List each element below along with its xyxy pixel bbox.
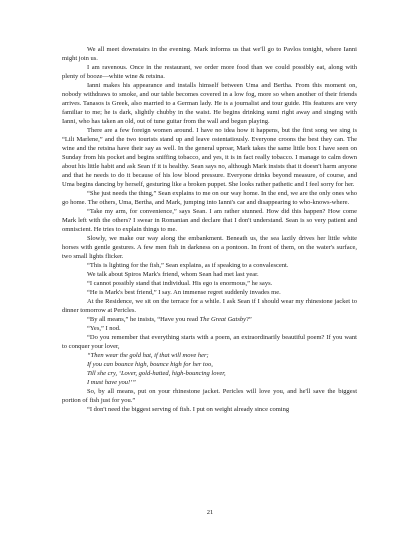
- paragraph-text: Ianni makes his appearance and installs himself between Uma and Bertha. From this moment on, nobody withdraws to smoke, and our table becomes covered in a low fog, more so when another of their friends arrives. Tanasos is Greek, also married to a German lady. He is a journalist and tour guide. His features are very familiar to me; he is dark, slightly chubby in the waist. He begins drinking sumi right away and singing with Ianni, who has taken an old, out of tune guitar from the wall and begun playing.: [62, 82, 357, 125]
- page-number: 21: [206, 509, 214, 516]
- paragraph-text: “I cannot possibly stand that individual. His ego is enormous,” he says.: [87, 280, 273, 287]
- paragraph-text: “He is Mark's best friend,” I say. An immense regret suddenly invades me.: [87, 289, 281, 296]
- paragraph-text: “This is lighting for the fish,” Sean explains, as if speaking to a convalescent.: [87, 262, 289, 269]
- paragraph: [62, 261, 357, 270]
- paragraph: [62, 45, 357, 63]
- paragraph-text: At the Residence, we sit on the terrace for a while. I ask Sean if I should wear my rhinestone jacket to dinner tomorrow at Pericles.: [62, 298, 357, 314]
- paragraph: [62, 324, 357, 333]
- paragraph-text: “By all means,” he insists, “Have you read: [87, 316, 200, 323]
- paragraph: [62, 207, 357, 234]
- paragraph-text: “She just needs the thing,” Sean explains to me on our way home. In the end, we are the only ones who go home. The others, Uma, Bertha, and Mark, jumping into Ianni's car and disappearing to who-knows-where.: [62, 190, 357, 206]
- body-text: [62, 45, 357, 414]
- poem-line: [87, 369, 357, 378]
- paragraph-text: “Take my arm, for convenience,” says Sean. I am rather stunned. How did this happen? How come Mark left with the others? I swear in Romanian and declare that I don't understand. Sean is so very patient and omniscient. He tries to explain things to me.: [62, 208, 357, 233]
- paragraph: [62, 387, 357, 405]
- paragraph-text: There are a few foreign women around. I have no idea how it happens, but the first song we sing is “Lili Marlene,” and the two tourists stand up and leave ostentatiously. Everyone croons the best they can. The wine and the retsina have their say as well. In the general uproar, Mark takes the same little box I have seen on Sunday from his pocket and begins sniffing tobacco, and yes, it is in fact really tobacco. I manage to calm down about his little habit and ask Sean if it is healthy. Sean says no, although Mark insists that it doesn't harm anyone and that he needs to do it because of his low blood pressure. Everyone drinks beyond measure, of course, and Uma begins dancing by herself, gesturing like a broken puppet. She looks rather pathetic and I feel sorry for her.: [62, 127, 357, 188]
- paragraph-text: So, by all means, put on your rhinestone jacket. Pericles will love you, and he'll save the biggest portion of fish just for you.”: [62, 388, 357, 404]
- paragraph: [62, 234, 357, 261]
- paragraph-text: I am ravenous. Once in the restaurant, we order more food than we could possibly eat, along with plenty of booze—white wine & retsina.: [62, 64, 357, 80]
- poem-text: I must have you!’”: [87, 379, 136, 386]
- paragraph: [62, 315, 357, 324]
- paragraph-text: “I don't need the biggest serving of fish. I put on weight already since coming: [87, 406, 290, 413]
- paragraph-text: Slowly, we make our way along the embankment. Beneath us, the sea lazily drives her little white horses with gentle gestures. A few men fish in darkness on a pontoon. In front of them, on the water's surface, two small lights flicker.: [62, 235, 357, 260]
- paragraph: [62, 63, 357, 81]
- paragraph: [62, 126, 357, 189]
- paragraph-text: “Yes,” I nod.: [87, 325, 121, 332]
- poem-text: Till she cry, ‘Lover, gold-hatted, high-bouncing lover,: [87, 370, 226, 377]
- paragraph-text: We all meet downstairs in the evening. Mark informs us that we'll go to Pavlos tonight, where Ianni might join us.: [62, 46, 357, 62]
- paragraph: [62, 81, 357, 126]
- poem-text: If you can bounce high, bounce high for her too,: [87, 361, 213, 368]
- paragraph: [62, 189, 357, 207]
- paragraph-text: ?”: [245, 316, 252, 323]
- paragraph: [62, 279, 357, 288]
- paragraph: [62, 297, 357, 315]
- poem-line: [87, 351, 357, 360]
- paragraph-text: We talk about Spiros Mark's friend, whom Sean had met last year.: [87, 271, 259, 278]
- paragraph: [62, 270, 357, 279]
- paragraph-text: “Do you remember that everything starts with a poem, an extraordinarily beautiful poem? If you want to conquer your lover,: [62, 334, 357, 350]
- poem-line: [87, 378, 357, 387]
- book-title: The Great Gatsby: [199, 316, 246, 323]
- paragraph: [62, 405, 357, 414]
- poem-text: “Then wear the gold hat, if that will move her;: [87, 352, 209, 359]
- paragraph: [62, 288, 357, 297]
- poem-line: [87, 360, 357, 369]
- paragraph: [62, 333, 357, 351]
